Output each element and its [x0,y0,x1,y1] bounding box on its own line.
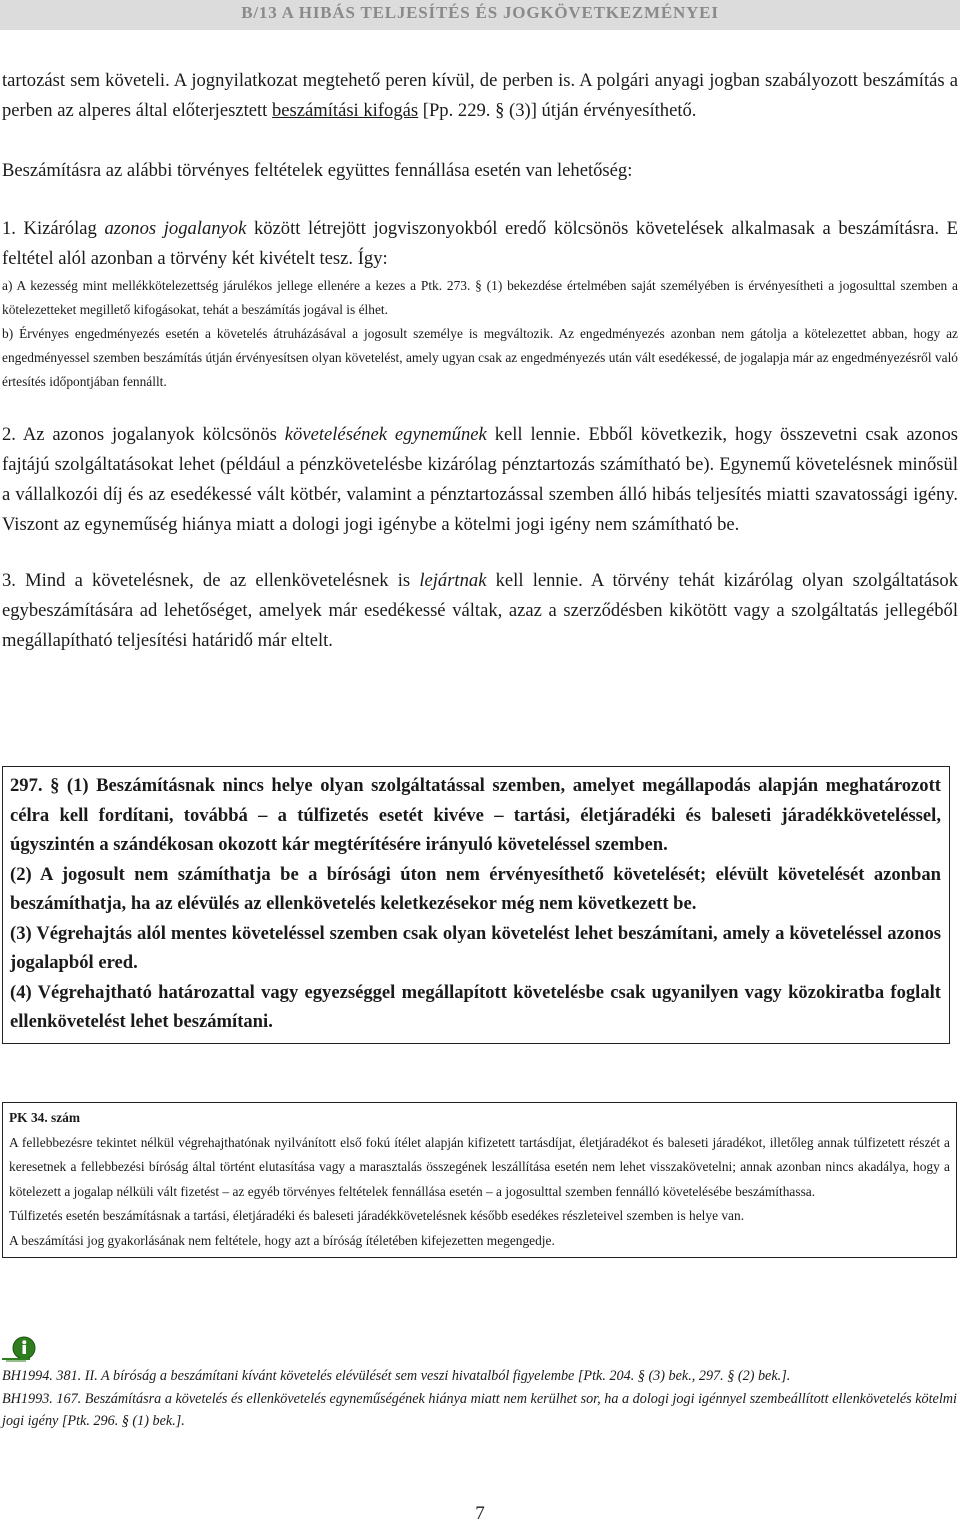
condition-2 [2,420,958,540]
info-icon [2,1336,38,1362]
condition-3-emphasis: lejártnak [419,570,487,591]
reference-1: BH1994. 381. II. A bíróság a beszámítani kívánt követelés elévülését sem veszi hivatalból figyelembe [Ptk. 204. § (3) bek., 297. § (2) bek.]. [2,1368,791,1384]
law-paragraph-2: (2) A jogosult nem számíthatja be a bírósági úton nem érvényesíthető követelését; elévült követelését azonban beszámíthatja, ha az elévülés az ellenkövetelés keletkezésekor még nem következett be. [10,863,941,914]
condition-2-emphasis: követelésének egyneműnek [284,424,487,445]
condition-1-exception-b: b) Érvényes engedményezés esetén a követelés átruházásával a jogosult személye is megváltozik. Az engedményezés azonban nem gátolja a kötelezettet abban, hogy az engedményessel szemben beszámítás útján érvényesítsen olyan követelést, amely ugyan csak az engedményezés után vált esedékessé, de jogalapja már az engedményezésről való értesítés időpontjában fennállt. [2,326,958,389]
law-text-box [2,766,950,1044]
pk-decision-box [2,1102,957,1258]
condition-1-exception-a: a) A kezesség mint mellékkötelezettség járulékos jellege ellenére a kezes a Ptk. 273. § (1) bekezdése értelmében saját személyében is érvényesítheti a jogosulttal szemben a kötelezetteket megillető kifogásokat, tehát a beszámítás jogával is élhet. [2,278,958,317]
intro-text-b: [Pp. 229. § (3)] útján érvényesíthető. [418,100,697,121]
intro-link[interactable]: beszámítási kifogás [271,100,419,121]
pk-paragraph-2: Túlfizetés esetén beszámításnak a tartási, életjáradéki és baleseti járadékkövetelésnek később esedékes részleteivel szemben is helye van. [9,1208,745,1223]
condition-2-number: 2. Az azonos jogalanyok kölcsönös [2,424,285,445]
reference-2: BH1993. 167. Beszámításra a követelés és ellenkövetelés egyneműségének hiánya miatt nem kerülhet sor, ha a dologi jogi igénnyel szembeállított ellenkövetelés kötelmi jogi igény [Ptk. 296. § (1) bek.]. [2,1390,957,1429]
intro-paragraph [2,66,958,126]
condition-2-text: kell lennie. Ebből következik, hogy összevetni csak azonos fajtájú szolgáltatásokat lehet (például a pénzkövetelésbe kizárólag pénztartozás számítható be). Egynemű követelésnek minősül a vállalkozói díj és az esedékessé vált kötbér, valamint a pénztartozással szemben álló hibás teljesítés miatti szavatossági igény. Viszont az egyneműség hiánya miatt a dologi jogi igénybe a kötelmi jogi igény nem számítható be. [2,424,958,535]
pk-paragraph-1: A fellebbezésre tekintet nélkül végrehajthatónak nyilvánított első fokú ítélet alapján kifizetett tartásdíjat, életjáradékot és baleseti járadékot, illetőleg annak túlfizetett részét a keresetnek a fellebbezési bíróság által történt elutasítása vagy a marasztalás összegének leszállítása esetén nem lehet visszakövetelni; annak azonban nincs akadálya, hogy a kötelezett a jogalap nélküli vált fizetést – az egyéb törvényes feltételek fennállása esetén – a jogosulttal szemben fennálló követelésébe beszámíthassa. [9,1134,950,1199]
condition-3-number: 3. Mind a követelésnek, de az ellenkövetelésnek is [2,570,420,591]
condition-3-text: kell lennie. A törvény tehát kizárólag olyan szolgáltatások egybeszámítására ad lehetőséget, amelyek már esedékessé váltak, azaz a szerződésben kikötött vagy a szolgáltatás jellegéből megállapítható teljesítési határidő már eltelt. [2,570,958,651]
main-content [2,66,958,656]
condition-1-emphasis: azonos jogalanyok [104,218,247,239]
court-decision-references [2,1365,957,1433]
page-header [0,0,960,30]
page-number: 7 [475,1503,485,1524]
pk-title: PK 34. szám [9,1110,81,1125]
conditions-intro: Beszámításra az alábbi törvényes feltételek együttes fennállása esetén van lehetőség: [2,160,633,181]
condition-3 [2,566,958,656]
law-paragraph-4: (4) Végrehajtható határozattal vagy egyezséggel megállapított követelésbe csak ugyanilyen vagy közokiratba foglalt ellenkövetelést lehet beszámítani. [10,981,941,1032]
condition-1 [2,214,958,274]
law-paragraph-1: 297. § (1) Beszámításnak nincs helye olyan szolgáltatással szemben, amelyet megállapodás alapján meghatározott célra kell fordítani, továbbá – a túlfizetés esetét kivéve – tartási, életjáradéki és baleseti járadékköveteléssel, úgyszintén a szándékosan okozott kár megtérítésére irányuló követeléssel szemben. [10,775,941,855]
condition-1-number: 1. Kizárólag [2,218,105,239]
pk-paragraph-3: A beszámítási jog gyakorlásának nem feltétele, hogy azt a bíróság ítéletében kifejezetten megengedje. [9,1232,555,1248]
law-paragraph-3: (3) Végrehajtás alól mentes követeléssel szemben csak olyan követelést lehet beszámítani, amely a követeléssel azonos jogalapból ered. [10,922,941,973]
condition-1-text: között létrejött jogviszonyokból eredő kölcsönös követelések alkalmasak a beszámításra. E feltétel alól azonban a törvény két kivételt tesz. Így: [2,218,959,269]
intro-text-a: tartozást sem követeli. A jognyilatkozat megtehető peren kívül, de perben is. A polgári anyagi jogban szabályozott beszámítás a perben az alperes által előterjesztett [2,70,958,121]
chapter-title: B/13 A HIBÁS TELJESÍTÉS ÉS JOGKÖVETKEZMÉNYEI [241,3,719,22]
